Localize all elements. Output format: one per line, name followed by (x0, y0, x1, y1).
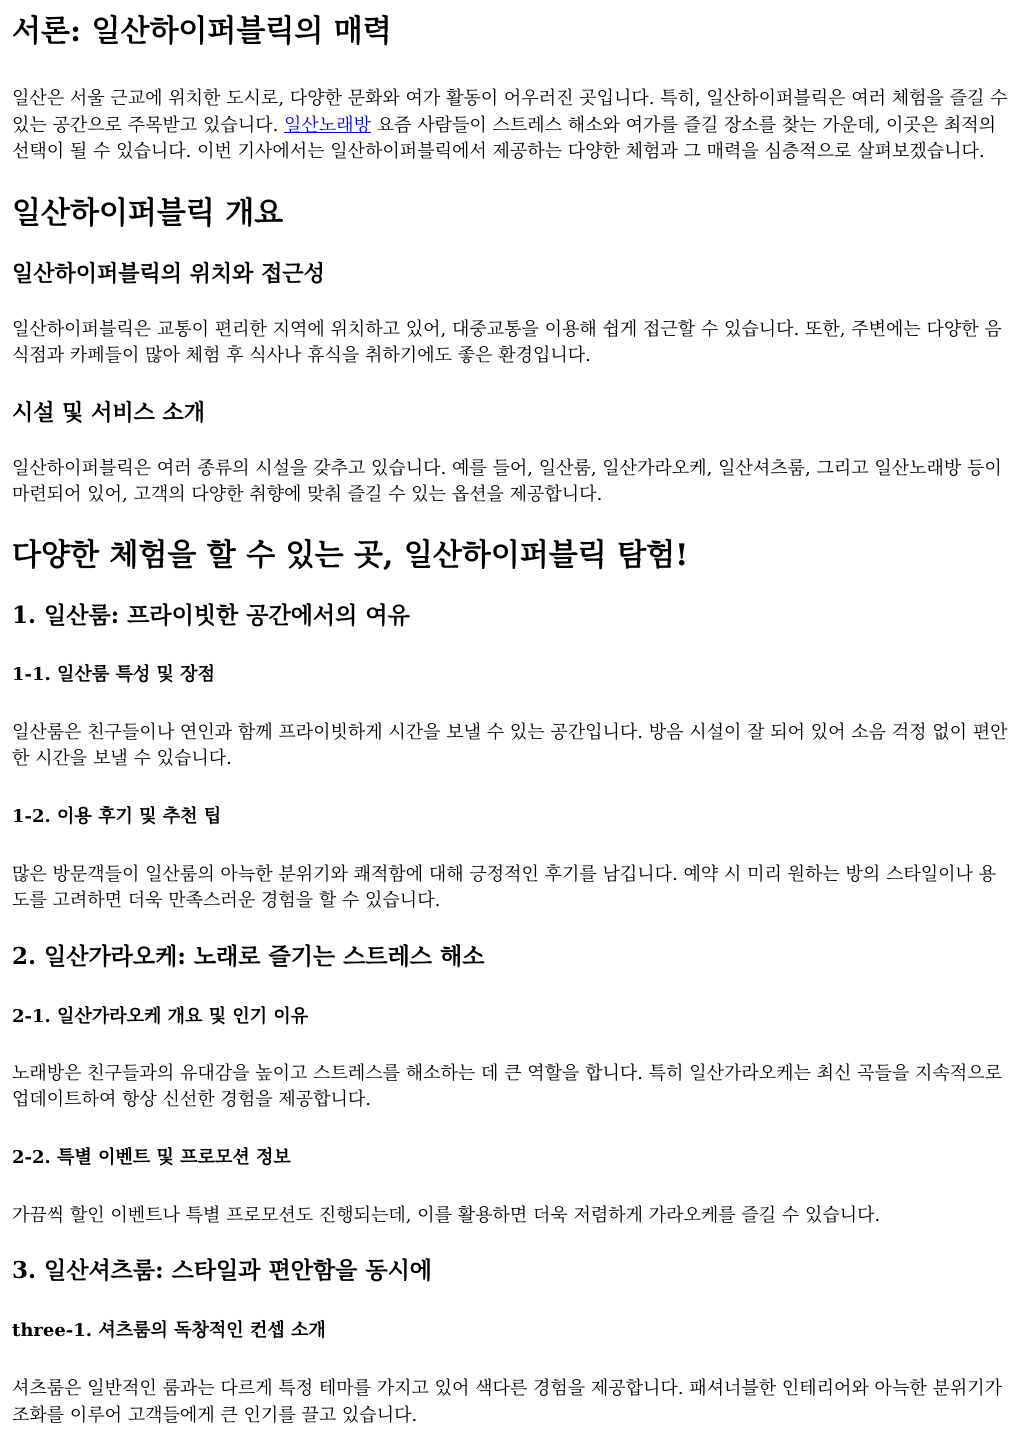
location-heading: 일산하이퍼블릭의 위치와 접근성 (12, 260, 325, 287)
karaoke-sub2-paragraph: 가끔씩 할인 이벤트나 특별 프로모션도 진행되는데, 이를 활용하면 더욱 저렴하게 가라오케를 즐길 수 있습니다. (12, 1204, 881, 1226)
karaoke-link[interactable]: 일산노래방 (284, 114, 371, 136)
karaoke-sub1-heading: 2-1. 일산가라오케 개요 및 인기 이유 (12, 1005, 309, 1027)
facility-paragraph: 일산하이퍼블릭은 여러 종류의 시설을 갖추고 있습니다. 예를 들어, 일산룸, 일산가라오케, 일산셔츠룸, 그리고 일산노래방 등이 마련되어 있어, 고객의 다양한 취향에 맞춰 즐길 수 있는 옵션을 제공합니다. (12, 457, 1002, 505)
room-sub2-paragraph: 많은 방문객들이 일산룸의 아늑한 분위기와 쾌적함에 대해 긍정적인 후기를 남깁니다. 예약 시 미리 원하는 방의 스타일이나 용도를 고려하면 더욱 만족스러운 경험을 할 수 있습니다. (12, 863, 997, 911)
overview-heading: 일산하이퍼블릭 개요 (12, 195, 284, 231)
karaoke-heading: 2. 일산가라오케: 노래로 즐기는 스트레스 해소 (12, 942, 485, 970)
shirts-sub1-heading: three-1. 셔츠룸의 독창적인 컨셉 소개 (12, 1320, 326, 1341)
intro-paragraph (12, 86, 1012, 166)
location-paragraph: 일산하이퍼블릭은 교통이 편리한 지역에 위치하고 있어, 대중교통을 이용해 쉽게 접근할 수 있습니다. 또한, 주변에는 다양한 음식점과 카페들이 많아 체험 후 식사나 휴식을 취하기에도 좋은 환경입니다. (12, 318, 1002, 366)
intro-text-before-link: 일산은 서울 근교에 위치한 도시로, 다양한 문화와 여가 활동이 어우러진 곳입니다. 특히, 일산하이퍼블릭은 여러 체험을 즐길 수 있는 공간으로 주목받고 있습니다. (12, 88, 1008, 136)
shirts-sub1-paragraph: 셔츠룸은 일반적인 룸과는 다르게 특정 테마를 가지고 있어 색다른 경험을 제공합니다. 패셔너블한 인테리어와 아늑한 분위기가 조화를 이루어 고객들에게 큰 인기를 끌고 있습니다. (12, 1378, 1002, 1426)
explore-heading: 다양한 체험을 할 수 있는 곳, 일산하이퍼블릭 탐험! (12, 537, 689, 573)
karaoke-sub2-heading: 2-2. 특별 이벤트 및 프로모션 정보 (12, 1146, 291, 1168)
intro-text-after-link: 요즘 사람들이 스트레스 해소와 여가를 즐길 장소를 찾는 가운데, 이곳은 최적의 선택이 될 수 있습니다. 이번 기사에서는 일산하이퍼블릭에서 제공하는 다양한 체험과 그 매력을 심층적으로 살펴보겠습니다. (12, 114, 997, 162)
room-sub1-heading: 1-1. 일산룸 특성 및 장점 (12, 663, 215, 685)
room-heading: 1. 일산룸: 프라이빗한 공간에서의 여유 (12, 601, 410, 629)
room-sub2-heading: 1-2. 이용 후기 및 추천 팁 (12, 805, 222, 827)
shirts-heading: 3. 일산셔츠룸: 스타일과 편안함을 동시에 (12, 1257, 433, 1284)
facility-heading: 시설 및 서비스 소개 (12, 399, 205, 426)
intro-heading: 서론: 일산하이퍼블릭의 매력 (12, 14, 392, 49)
room-sub1-paragraph: 일산룸은 친구들이나 연인과 함께 프라이빗하게 시간을 보낼 수 있는 공간입니다. 방음 시설이 잘 되어 있어 소음 걱정 없이 편안한 시간을 보낼 수 있습니다. (12, 721, 1008, 769)
karaoke-sub1-paragraph: 노래방은 친구들과의 유대감을 높이고 스트레스를 해소하는 데 큰 역할을 합니다. 특히 일산가라오케는 최신 곡들을 지속적으로 업데이트하여 항상 신선한 경험을 제공합니다. (12, 1062, 1002, 1110)
article (12, 0, 1012, 1429)
